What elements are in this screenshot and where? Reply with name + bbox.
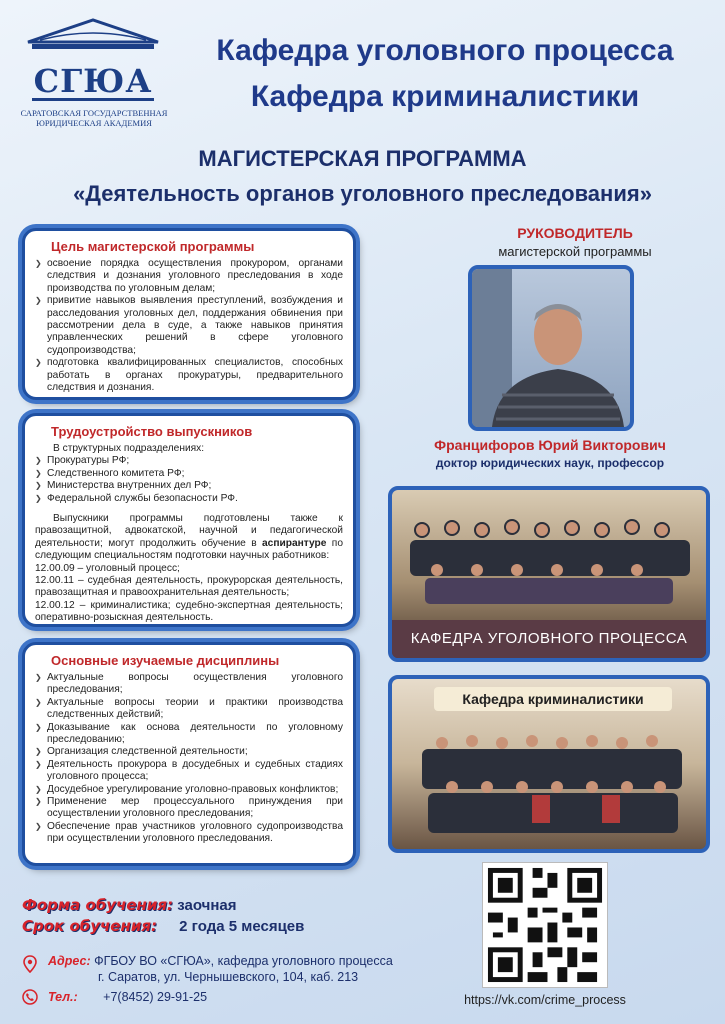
- dept-title-criminalistics: Кафедра криминалистики: [250, 80, 640, 113]
- goal-list: [35, 258, 343, 394]
- photo-caption-criminalistics: Кафедра криминалистики: [434, 687, 672, 711]
- discipline-item: ❯ Актуальные вопросы осуществления уголовного преследования;: [35, 672, 343, 697]
- address-line1: [48, 954, 393, 968]
- address-label: Адрес:: [48, 954, 91, 968]
- discipline-item: ❯ Доказывание как основа деятельности по уголовному преследованию;: [35, 722, 343, 747]
- employment-text: [35, 513, 343, 563]
- goal-item: ❯ подготовка квалифицированных специалистов, способных работать в органах прокуратуры, предварительного следствия и дознания.: [35, 357, 343, 394]
- qr-code[interactable]: [482, 862, 608, 988]
- employment-item: ❯ Прокуратуры РФ;: [35, 455, 343, 467]
- group-photo-illustration: [392, 719, 706, 849]
- head-name: Францифоров Юрий Викторович: [434, 437, 666, 453]
- discipline-item: ❯ Организация следственной деятельности;: [35, 746, 343, 758]
- specialty-item: 12.00.12 – криминалистика; судебно-экспертная деятельность; оперативно-розыскная деятельность.: [35, 599, 343, 624]
- dept-title-criminal-procedure: Кафедра уголовного процесса: [216, 34, 674, 67]
- discipline-item: ❯ Применение мер процессуального принуждения при осуществлении уголовного преследования;: [35, 796, 343, 821]
- qr-code-icon: [483, 863, 607, 987]
- employment-item: ❯ Министерства внутренних дел РФ;: [35, 480, 343, 492]
- logo-fullname: [14, 108, 174, 128]
- phone-line: [48, 990, 207, 1004]
- study-term: [22, 917, 304, 935]
- head-subtitle: магистерской программы: [498, 244, 652, 259]
- employment-text-before: Выпускники программы подготовлены также к правозащитной, адвокатской, научной и педагогической деятельности; могут продолжить обучение в: [35, 513, 343, 549]
- employment-text-after: по следующим специальностям подготовки научных работников:: [35, 537, 343, 562]
- employment-title: Трудоустройство выпускников: [51, 424, 253, 439]
- study-form-value: заочная: [177, 897, 237, 914]
- study-form: [22, 896, 237, 914]
- program-label: МАГИСТЕРСКАЯ ПРОГРАММА: [198, 146, 527, 171]
- phone-number[interactable]: +7(8452) 29-91-25: [103, 990, 208, 1004]
- employment-item: ❯ Следственного комитета РФ;: [35, 468, 343, 480]
- disciplines-panel: [22, 642, 356, 866]
- group-photo-criminal-procedure: [388, 486, 710, 662]
- discipline-item: ❯ Досудебное урегулирование уголовно-правовых конфликтов;: [35, 784, 343, 796]
- disciplines-title: Основные изучаемые дисциплины: [51, 653, 280, 668]
- logo-abbreviation: СГЮА: [33, 62, 153, 100]
- discipline-item: ❯ Деятельность прокурора в досудебных и судебных стадиях уголовного процесса;: [35, 759, 343, 784]
- vk-url[interactable]: https://vk.com/crime_process: [464, 993, 626, 1007]
- goal-item: ❯ привитие навыков выявления преступлений, возбуждения и расследования уголовных дел, поддержания обвинения при рассмотрении дела в суде, а также навыков принятия управленческих решений в сфере уголовного судопроизводства;: [35, 295, 343, 357]
- goal-title: Цель магистерской программы: [51, 239, 255, 254]
- study-form-label: Форма обучения:: [22, 896, 174, 914]
- location-pin-icon: [22, 955, 38, 973]
- address-text-1: ФГБОУ ВО «СГЮА», кафедра уголовного процесса: [94, 954, 393, 968]
- goal-panel: [22, 228, 356, 400]
- discipline-item: ❯ Обеспечение прав участников уголовного судопроизводства при осуществлении уголовного преследования.: [35, 821, 343, 846]
- logo-fullname-line2: ЮРИДИЧЕСКАЯ АКАДЕМИЯ: [36, 118, 152, 128]
- group-photo-criminalistics: [388, 675, 710, 853]
- logo-fullname-line1: САРАТОВСКАЯ ГОСУДАРСТВЕННАЯ: [20, 108, 168, 118]
- specialty-item: 12.00.09 – уголовный процесс;: [35, 562, 180, 574]
- head-portrait: [468, 265, 634, 431]
- photo-caption-criminal-procedure: КАФЕДРА УГОЛОВНОГО ПРОЦЕССА: [392, 620, 706, 658]
- employment-intro: В структурных подразделениях:: [53, 443, 205, 454]
- phone-label: Тел.:: [48, 990, 78, 1004]
- group-photo-illustration: [392, 490, 706, 610]
- head-degree: доктор юридических наук, профессор: [435, 456, 665, 470]
- disciplines-list: [35, 672, 343, 846]
- phone-icon: [22, 989, 38, 1005]
- head-title: РУКОВОДИТЕЛЬ: [517, 225, 633, 241]
- specialty-item: 12.00.11 – судебная деятельность, прокурорская деятельность, правозащитная и правоохранительная деятельность;: [35, 575, 343, 599]
- program-name: «Деятельность органов уголовного преследования»: [73, 181, 652, 206]
- employment-list: [35, 455, 343, 505]
- study-term-value: 2 года 5 месяцев: [179, 918, 305, 935]
- employment-panel: [22, 413, 356, 627]
- goal-item: ❯ освоение порядка осуществления прокурором, органами следствия и дознания уголовного преследования в ходе производства по уголовным делам;: [35, 258, 343, 295]
- employment-item: ❯ Федеральной службы безопасности РФ.: [35, 493, 343, 505]
- study-term-label: Срок обучения:: [22, 917, 157, 935]
- employment-text-postgrad: аспирантуре: [261, 537, 327, 549]
- portrait-illustration: [472, 269, 630, 427]
- address-line2: г. Саратов, ул. Чернышевского, 104, каб. 213: [98, 970, 359, 984]
- discipline-item: ❯ Актуальные вопросы теории и практики производства следственных действий;: [35, 697, 343, 722]
